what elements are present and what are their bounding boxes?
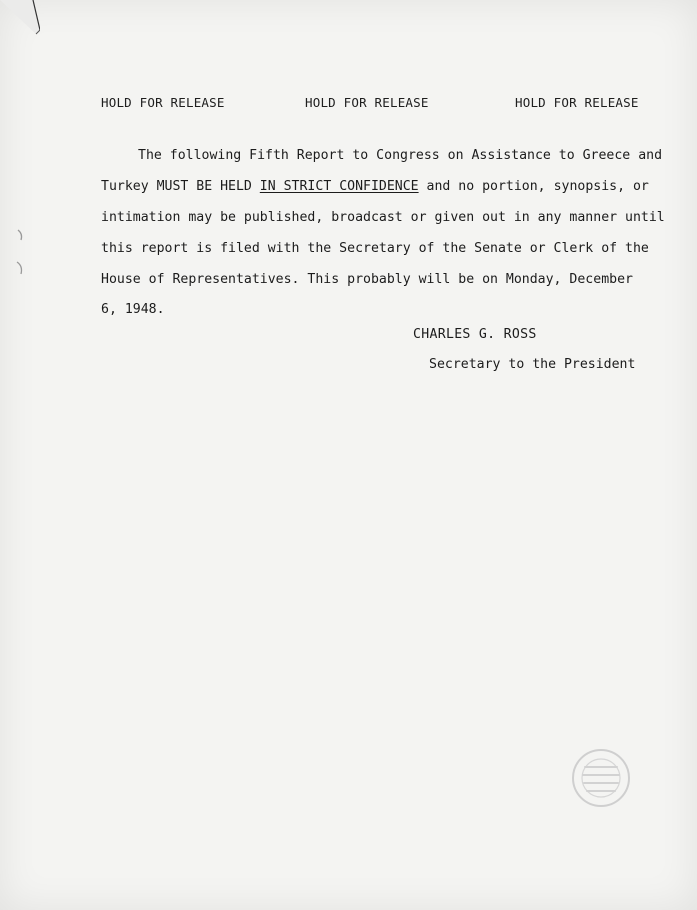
hold-for-release-center: HOLD FOR RELEASE xyxy=(305,95,429,110)
paragraph-text: Turkey MUST BE HELD xyxy=(101,178,260,194)
paragraph-line: this report is filed with the Secretary of the Senate or Clerk of the xyxy=(101,240,649,256)
hold-for-release-right: HOLD FOR RELEASE xyxy=(515,95,639,110)
signatory-title: Secretary to the President xyxy=(429,357,636,372)
hold-for-release-left: HOLD FOR RELEASE xyxy=(101,95,225,110)
release-header xyxy=(0,95,697,115)
archive-stamp xyxy=(570,745,632,811)
paragraph-line: 6, 1948. xyxy=(101,302,165,318)
punch-hole-mark xyxy=(14,228,28,278)
paragraph-line: intimation may be published, broadcast or given out in any manner until xyxy=(101,209,665,225)
signatory-name: CHARLES G. ROSS xyxy=(413,327,537,342)
strict-confidence-text: IN STRICT CONFIDENCE xyxy=(259,178,419,194)
paragraph-line xyxy=(101,172,649,203)
release-paragraph xyxy=(101,141,665,326)
folded-corner xyxy=(0,0,40,40)
paragraph-line: The following Fifth Report to Congress on Assistance to Greece and xyxy=(138,148,663,163)
paragraph-line: House of Representatives. This probably will be on Monday, December xyxy=(101,271,633,287)
paragraph-text: and no portion, synopsis, or xyxy=(418,178,649,194)
